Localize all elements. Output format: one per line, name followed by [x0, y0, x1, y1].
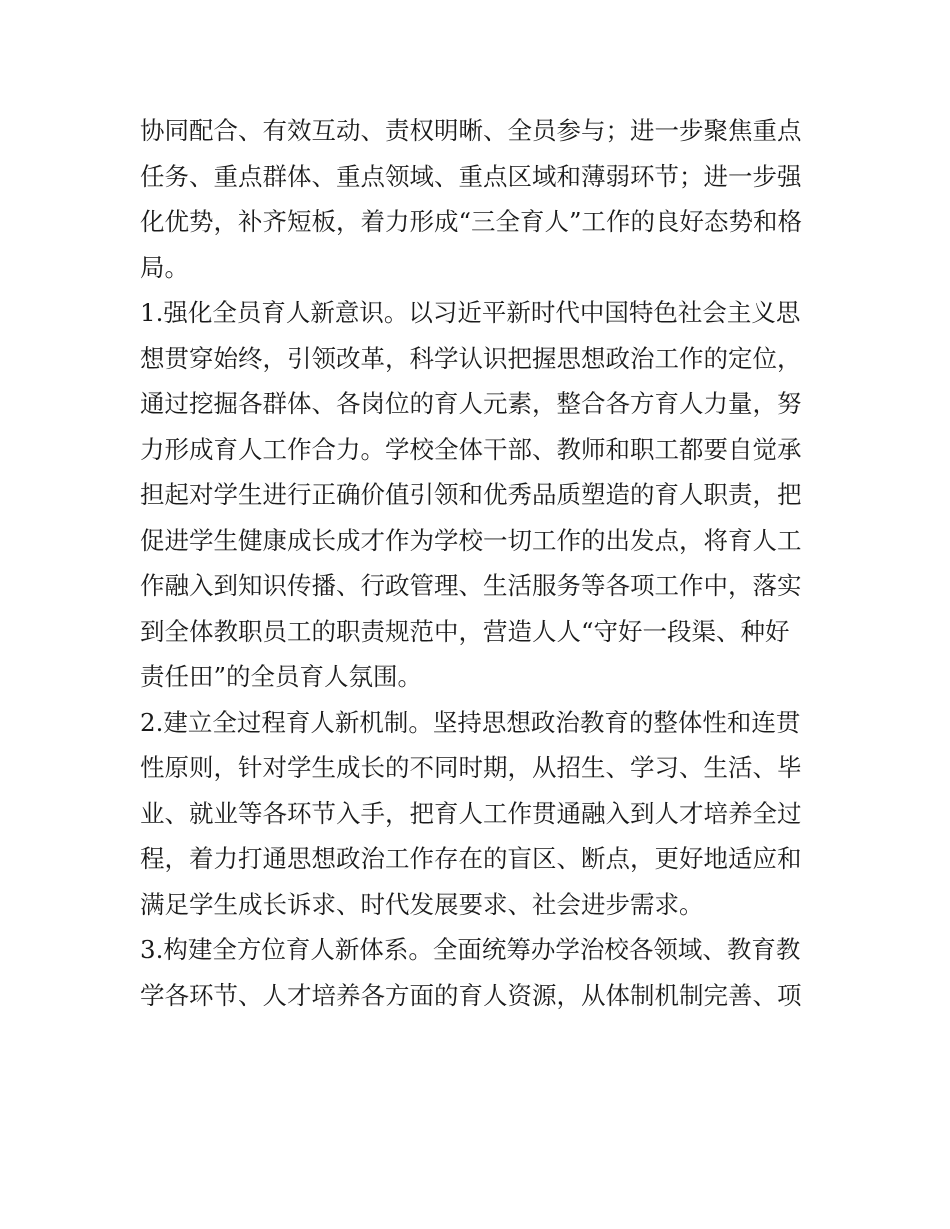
- text-line: 2.建立全过程育人新机制。坚持思想政治教育的整体性和连贯: [140, 707, 801, 737]
- text-line: 程，着力打通思想政治工作存在的盲区、断点，更好地适应和: [140, 844, 802, 873]
- document-body: [140, 108, 820, 1018]
- text-line: 责任田”的全员育人氛围。: [140, 662, 423, 691]
- text-line: 学各环节、人才培养各方面的育人资源，从体制机制完善、项: [140, 980, 802, 1010]
- text-line: 3.构建全方位育人新体系。全面统筹办学治校各领域、教育教: [140, 935, 801, 964]
- text-line: 到全体教职员工的职责规范中，营造人人“守好一段渠、种好: [140, 616, 790, 646]
- text-line: 协同配合、有效互动、责权明晰、全员参与；进一步聚焦重点: [140, 116, 802, 145]
- text-line: 满足学生成长诉求、时代发展要求、社会进步需求。: [140, 889, 704, 919]
- text-line: 作融入到知识传播、行政管理、生活服务等各项工作中，落实: [140, 571, 802, 600]
- text-line: 力形成育人工作合力。学校全体干部、教师和职工都要自觉承: [140, 434, 802, 464]
- text-line: 促进学生健康成长成才作为学校一切工作的出发点，将育人工: [140, 525, 802, 555]
- text-line: 性原则，针对学生成长的不同时期，从招生、学习、生活、毕: [140, 753, 802, 782]
- text-line: 担起对学生进行正确价值引领和优秀品质塑造的育人职责，把: [140, 480, 802, 509]
- text-line: 想贯穿始终，引领改革，科学认识把握思想政治工作的定位，: [140, 343, 802, 373]
- text-line: 局。: [140, 252, 189, 282]
- text-line: 1.强化全员育人新意识。以习近平新时代中国特色社会主义思: [140, 298, 801, 327]
- text-line: 任务、重点群体、重点领域、重点区域和薄弱环节；进一步强: [140, 161, 802, 191]
- text-line: 通过挖掘各群体、各岗位的育人元素，整合各方育人力量，努: [140, 389, 802, 418]
- text-line: 化优势，补齐短板，着力形成“三全育人”工作的良好态势和格: [140, 207, 803, 236]
- text-line: 业、就业等各环节入手，把育人工作贯通融入到人才培养全过: [140, 798, 802, 828]
